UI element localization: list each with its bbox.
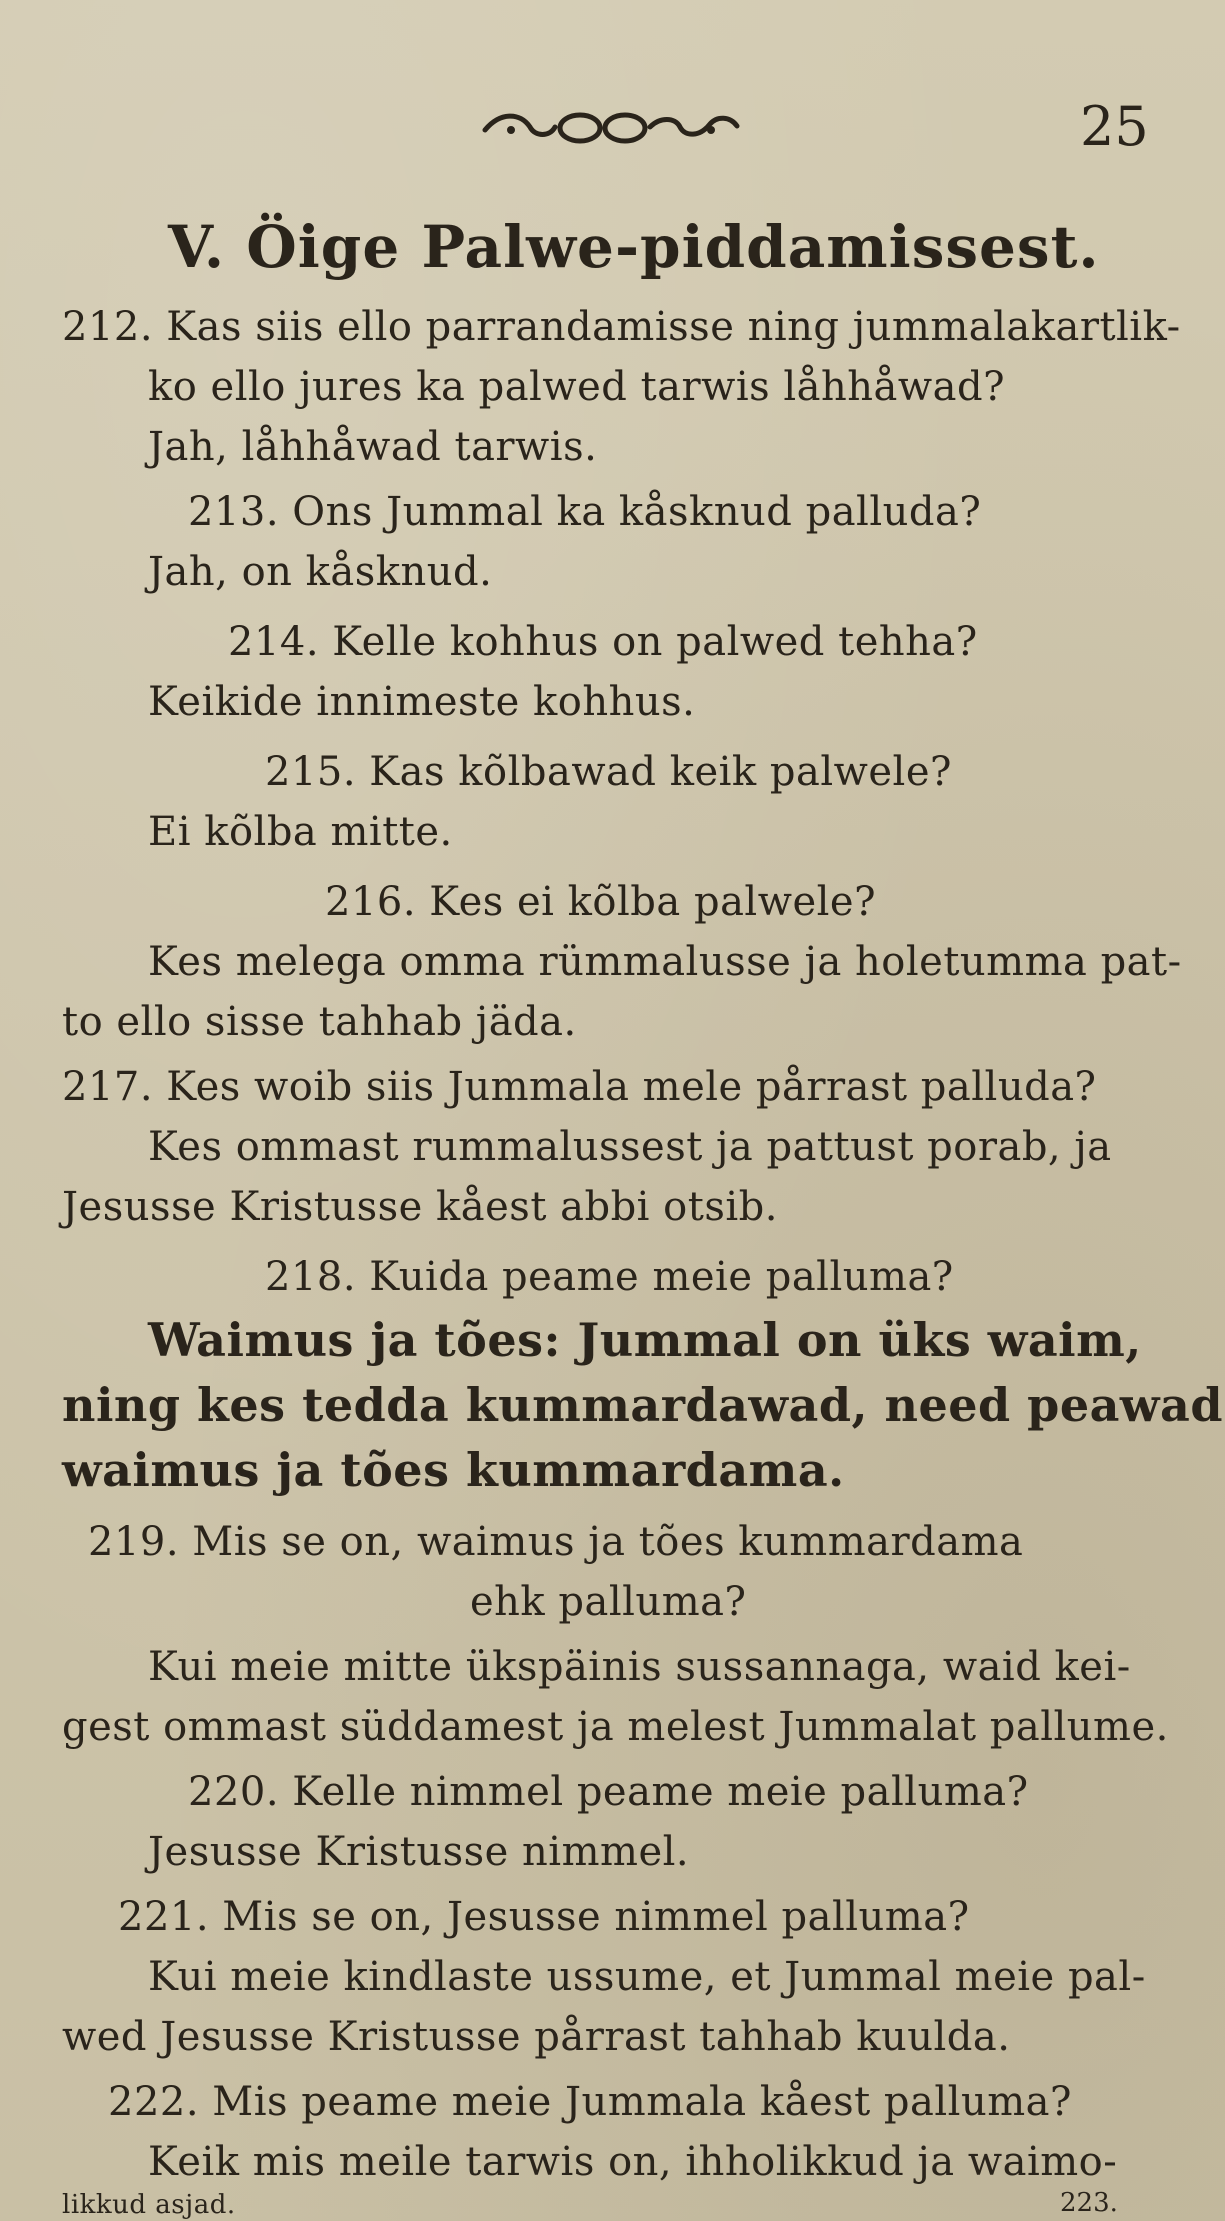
- answer-218-line-1: Waimus ja tões: Jummal on üks waim,: [148, 1313, 1142, 1367]
- answer-216-line-1: Kes melega omma rümmalusse ja holetumma pat-: [148, 939, 1182, 985]
- answer-218-line-3: waimus ja tões kummardama.: [62, 1443, 845, 1497]
- answer-221-line-2: wed Jesusse Kristusse pårrast tahhab kuulda.: [62, 2014, 1011, 2060]
- answer-218-line-2: ning kes tedda kummardawad, need peawad: [62, 1378, 1223, 1432]
- answer-215: Ei kõlba mitte.: [148, 809, 453, 855]
- question-212-line-1: 212. Kas siis ello parrandamisse ning jummalakartlik-: [62, 304, 1181, 350]
- answer-216-line-2: to ello sisse tahhab jäda.: [62, 999, 577, 1045]
- question-217: 217. Kes woib siis Jummala mele pårrast palluda?: [62, 1064, 1097, 1110]
- question-221: 221. Mis se on, Jesusse nimmel palluma?: [118, 1894, 970, 1940]
- question-213: 213. Ons Jummal ka kåsknud palluda?: [188, 489, 982, 535]
- answer-222-line-1: Keik mis meile tarwis on, ihholikkud ja waimo-: [148, 2139, 1118, 2185]
- question-214: 214. Kelle kohhus on palwed tehha?: [228, 619, 978, 665]
- question-222: 222. Mis peame meie Jummala kåest palluma?: [108, 2079, 1072, 2125]
- question-219-line-1: 219. Mis se on, waimus ja tões kummardama: [88, 1519, 1024, 1565]
- section-heading: V. Öige Palwe-piddamissest.: [168, 213, 1100, 281]
- page-number: 25: [1080, 95, 1149, 158]
- question-216: 216. Kes ei kõlba palwele?: [325, 879, 877, 925]
- question-219-line-2: ehk palluma?: [470, 1579, 747, 1625]
- answer-217-line-2: Jesusse Kristusse kåest abbi otsib.: [62, 1184, 778, 1230]
- answer-212: Jah, låhhåwad tarwis.: [148, 424, 598, 470]
- answer-221-line-1: Kui meie kindlaste ussume, et Jummal meie pal-: [148, 1954, 1146, 2000]
- question-212-line-2: ko ello jures ka palwed tarwis låhhåwad?: [148, 364, 1006, 410]
- answer-220: Jesusse Kristusse nimmel.: [148, 1829, 690, 1875]
- catchword: 223.: [1060, 2188, 1118, 2218]
- answer-213: Jah, on kåsknud.: [148, 549, 493, 595]
- answer-217-line-1: Kes ommast rummalussest ja pattust porab, ja: [148, 1124, 1112, 1170]
- answer-219-line-2: gest ommast süddamest ja melest Jummalat pallume.: [62, 1704, 1169, 1750]
- question-215: 215. Kas kõlbawad keik palwele?: [265, 749, 952, 795]
- answer-222-line-2: likkud asjad.: [62, 2190, 236, 2220]
- question-218: 218. Kuida peame meie palluma?: [265, 1254, 954, 1300]
- decorative-vignette-icon: [475, 102, 745, 152]
- question-220: 220. Kelle nimmel peame meie palluma?: [188, 1769, 1029, 1815]
- answer-214: Keikide innimeste kohhus.: [148, 679, 696, 725]
- answer-219-line-1: Kui meie mitte ükspäinis sussannaga, waid kei-: [148, 1644, 1131, 1690]
